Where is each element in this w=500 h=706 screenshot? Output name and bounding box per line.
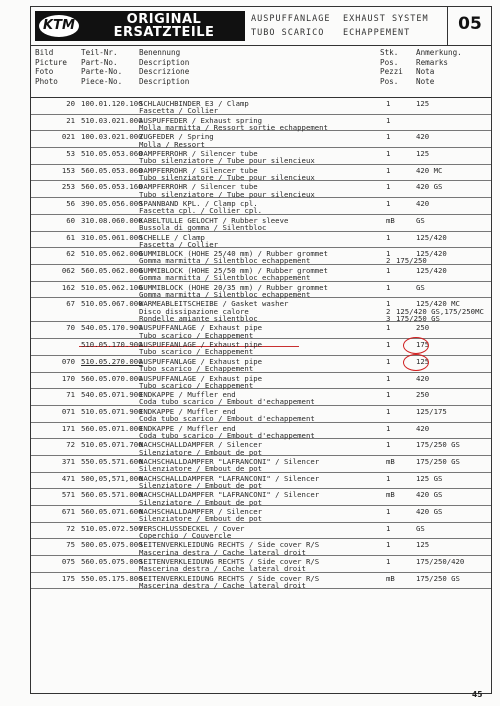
quantity: 1 bbox=[386, 115, 391, 125]
remark: 250 bbox=[416, 390, 430, 400]
table-row bbox=[31, 198, 491, 215]
table-row bbox=[31, 523, 491, 540]
picture-number: 71 bbox=[66, 390, 75, 400]
banner-title-line1: ORIGINAL bbox=[126, 12, 202, 27]
picture-number: 170 bbox=[61, 373, 75, 383]
ktm-logo: KTM bbox=[39, 15, 79, 37]
part-number: 510.03.021.000 bbox=[81, 115, 143, 125]
picture-number: 171 bbox=[61, 423, 75, 433]
picture-number: 253 bbox=[61, 182, 75, 192]
remark: 420 GS bbox=[416, 182, 443, 192]
section-number: 05 bbox=[458, 14, 482, 34]
table-row bbox=[31, 473, 491, 490]
table-row bbox=[31, 131, 491, 148]
description-line: Gomma marmitta / Silentbloc echappement bbox=[139, 256, 311, 266]
description-line: Rondelle amiante silentbloc bbox=[139, 313, 258, 323]
description-line: DAMPFERROHR / Silencer tube bbox=[139, 165, 258, 175]
quantity: 1 bbox=[386, 132, 391, 142]
remark: 175/250 GS bbox=[416, 440, 460, 450]
remark: 125/175 bbox=[416, 406, 447, 416]
description-line: Mascerina destra / Cache lateral droit bbox=[139, 564, 306, 574]
part-number: 390.05.056.000 bbox=[81, 199, 143, 209]
part-number: 560.05.070.000 bbox=[81, 373, 143, 383]
picture-number: 21 bbox=[66, 115, 75, 125]
quantity: mB bbox=[386, 215, 395, 225]
quantity: 1 bbox=[386, 406, 391, 416]
part-number: 510.05.170.900 bbox=[81, 340, 143, 350]
picture-number: 071 bbox=[61, 406, 75, 416]
table-row bbox=[31, 539, 491, 556]
remark: 420 bbox=[416, 199, 430, 209]
picture-number: 72 bbox=[66, 523, 75, 533]
description-line: GUMMIBLOCK (HOHE 25/40 mm) / Rubber grommet bbox=[139, 249, 328, 259]
part-number: 510.05.067.000 bbox=[81, 299, 143, 309]
part-number: 510.05.270.000 bbox=[81, 356, 143, 366]
remark: 420 bbox=[416, 132, 430, 142]
quantity: 1 bbox=[386, 507, 391, 516]
quantity: 1 bbox=[386, 523, 391, 533]
table-row bbox=[31, 389, 491, 406]
part-number: 540.05.170.900 bbox=[81, 323, 143, 333]
table-row bbox=[31, 265, 491, 282]
description-line: Silenziatore / Embout de pot bbox=[139, 480, 263, 490]
handwritten-circle bbox=[403, 337, 429, 354]
remark: 420 GS bbox=[416, 490, 443, 500]
picture-number: 60 bbox=[66, 215, 75, 225]
description-line: Fascetta / Collier bbox=[139, 239, 219, 249]
table-row bbox=[31, 215, 491, 232]
description-line: Gomma marmitta / Silentbloc echappement bbox=[139, 273, 311, 283]
description-line: Tubo scarico / Echappement bbox=[139, 330, 254, 340]
table-row bbox=[31, 423, 491, 440]
table-row bbox=[31, 98, 491, 115]
remark: GS bbox=[416, 523, 425, 533]
quantity: 1 bbox=[386, 165, 391, 175]
part-number: 500,05,571,000 bbox=[81, 473, 143, 483]
part-number: 560.05.571.000 bbox=[81, 490, 143, 500]
description-line: AUSPUFFANLAGE / Exhaust pipe bbox=[139, 373, 263, 383]
quantity: mB bbox=[386, 490, 395, 500]
description-line: NACHSCHALLDAMPFER / Silencer bbox=[139, 507, 263, 516]
quantity: 1 bbox=[386, 540, 391, 550]
table-row bbox=[31, 439, 491, 456]
quantity: mB bbox=[386, 456, 395, 466]
picture-number: 62 bbox=[66, 249, 75, 259]
quantity: 1 bbox=[386, 356, 391, 366]
description-line: SCHLAUCHBINDER E3 / Clamp bbox=[139, 99, 249, 108]
remark: GS bbox=[416, 282, 425, 292]
remark: 125/420 bbox=[416, 265, 447, 275]
picture-number: 53 bbox=[66, 149, 75, 159]
part-number: 560.05.071.600 bbox=[81, 507, 143, 516]
title-italian: TUBO SCARICO bbox=[251, 28, 325, 38]
description-line: AUSPUFFEDER / Exhaust spring bbox=[139, 115, 263, 125]
sheet-header bbox=[31, 7, 491, 46]
description-line: Tubo silenziatore / Tube pour silencieux bbox=[139, 189, 315, 199]
quantity: 1 bbox=[386, 473, 391, 483]
column-heading-part-no: Teil-Nr. Part-No. Parte-No. Piece-No. bbox=[81, 48, 123, 87]
description-line: Tubo scarico / Echappement bbox=[139, 364, 254, 374]
remark: 420 GS bbox=[416, 507, 443, 516]
description-line: Bussola di gomma / Silentbloc bbox=[139, 223, 267, 233]
description-line: Disco dissipazione calore bbox=[139, 306, 249, 316]
table-row bbox=[31, 456, 491, 473]
picture-number: 162 bbox=[61, 282, 75, 292]
part-number: 560.05.053.160 bbox=[81, 182, 143, 192]
remark: 125/420 bbox=[416, 232, 447, 242]
picture-number: 471 bbox=[61, 473, 75, 483]
quantity: 1 bbox=[386, 265, 391, 275]
description-line: ZUGFEDER / Spring bbox=[139, 132, 214, 142]
description-line: Coperchio / Couvercle bbox=[139, 530, 232, 540]
picture-number: 61 bbox=[66, 232, 75, 242]
page-number: 45 bbox=[472, 690, 483, 699]
description-line: Coda tubo scarico / Embout d'echappement bbox=[139, 397, 315, 407]
part-number: 550.05.571.600 bbox=[81, 456, 143, 466]
quantity: 1 bbox=[386, 232, 391, 242]
quantity: 3 bbox=[386, 313, 391, 323]
description-line: Coda tubo scarico / Embout d'echappement bbox=[139, 414, 315, 424]
parts-sheet bbox=[30, 6, 492, 694]
description-line: Silenziatore / Embout de pot bbox=[139, 447, 263, 457]
table-row bbox=[31, 573, 491, 590]
description-line: Molla / Ressort bbox=[139, 139, 205, 149]
picture-number: 075 bbox=[61, 557, 75, 567]
table-row bbox=[31, 181, 491, 198]
part-number: 560.05.053.060 bbox=[81, 165, 143, 175]
part-number: 560.05.062.000 bbox=[81, 265, 143, 275]
part-number: 310.05.061.000 bbox=[81, 232, 143, 242]
picture-number: 371 bbox=[61, 456, 75, 466]
picture-number: 021 bbox=[61, 132, 75, 142]
table-row bbox=[31, 489, 491, 506]
quantity: 1 bbox=[386, 149, 391, 159]
description-line: DAMPFERROHR / Silencer tube bbox=[139, 149, 258, 159]
description-line: Tubo silenziatore / Tube pour silencieux bbox=[139, 156, 315, 166]
table-row bbox=[31, 339, 491, 356]
table-row bbox=[31, 148, 491, 165]
section-box bbox=[447, 7, 492, 45]
quantity: 1 bbox=[386, 440, 391, 450]
table-row bbox=[31, 406, 491, 423]
part-number: 510.05.062.000 bbox=[81, 249, 143, 259]
part-number: 510.05.071.900 bbox=[81, 406, 143, 416]
picture-number: 175 bbox=[61, 573, 75, 583]
remark: 125/420 GS,175/250MC bbox=[396, 306, 484, 316]
picture-number: 20 bbox=[66, 99, 75, 108]
remark: 125 bbox=[416, 356, 430, 366]
description-line: AUSPUFFANLAGE / Exhaust pipe bbox=[139, 356, 263, 366]
table-row bbox=[31, 165, 491, 182]
description-line: Gomma marmitta / Silentbloc echappement bbox=[139, 289, 311, 299]
title-english: EXHAUST SYSTEM bbox=[343, 14, 429, 24]
table-row bbox=[31, 232, 491, 249]
description-line: Silenziatore / Embout de pot bbox=[139, 464, 263, 474]
remark: 175/250 GS bbox=[416, 573, 460, 583]
description-line: ENDKAPPE / Muffler end bbox=[139, 390, 236, 400]
column-heading-description: Benennung Description Descrizione Description bbox=[139, 48, 190, 87]
remark: 250 bbox=[416, 323, 430, 333]
title-german: AUSPUFFANLAGE bbox=[251, 14, 331, 24]
quantity: 2 bbox=[386, 306, 391, 316]
column-headings bbox=[31, 45, 491, 98]
description-line: AUSPUFFANLAGE / Exhaust pipe bbox=[139, 340, 263, 350]
table-row bbox=[31, 356, 491, 373]
description-line: SCHELLE / Clamp bbox=[139, 232, 205, 242]
picture-number: 67 bbox=[66, 299, 75, 309]
part-number: 510.05.053.060 bbox=[81, 149, 143, 159]
description-line: ENDKAPPE / Muffler end bbox=[139, 406, 236, 416]
description-line: KABELTULLE GELOCHT / Rubber sleeve bbox=[139, 215, 289, 225]
part-number: 510.05.072.500 bbox=[81, 523, 143, 533]
table-row bbox=[31, 506, 491, 523]
picture-number: 671 bbox=[61, 507, 75, 516]
description-line: NACHSCHALLDAMPFER "LAFRANCONI" / Silencer bbox=[139, 456, 320, 466]
description-line: Mascerina destra / Cache lateral droit bbox=[139, 581, 306, 591]
description-line: NACHSCHALLDAMPFER "LAFRANCONI" / Silencer bbox=[139, 473, 320, 483]
remark: 420 bbox=[416, 373, 430, 383]
remark: 175/250 bbox=[396, 256, 427, 266]
description-line: Silenziatore / Embout de pot bbox=[139, 514, 263, 524]
part-number: 310.08.060.000 bbox=[81, 215, 143, 225]
picture-number: 70 bbox=[66, 323, 75, 333]
quantity: 1 bbox=[386, 249, 391, 259]
remark: 175 bbox=[416, 340, 430, 350]
remark: 175/250 GS bbox=[416, 456, 460, 466]
quantity: 1 bbox=[386, 282, 391, 292]
quantity: 1 bbox=[386, 299, 391, 309]
quantity: mB bbox=[386, 573, 395, 583]
remark: GS bbox=[416, 215, 425, 225]
description-line: SPANNBAND KPL. / Clamp cpl. bbox=[139, 199, 258, 209]
part-number: 510.05.062.100 bbox=[81, 282, 143, 292]
description-line: NACHSCHALLDAMPFER "LAFRANCONI" / Silencer bbox=[139, 490, 320, 500]
handwritten-circle bbox=[403, 354, 429, 371]
picture-number: 75 bbox=[66, 540, 75, 550]
description-line: AUSPUFFANLAGE / Exhaust pipe bbox=[139, 323, 263, 333]
table-row bbox=[31, 282, 491, 299]
part-number: 550.05.175.800 bbox=[81, 573, 143, 583]
quantity: 1 bbox=[386, 182, 391, 192]
picture-number: 070 bbox=[61, 356, 75, 366]
picture-number: 062 bbox=[61, 265, 75, 275]
picture-number: 153 bbox=[61, 165, 75, 175]
description-line: SEITENVERKLEIDUNG RECHTS / Side cover R/S bbox=[139, 573, 320, 583]
part-number: 560.05.075.000 bbox=[81, 557, 143, 567]
remark: 125 bbox=[416, 149, 430, 159]
remark: 125 GS bbox=[416, 473, 443, 483]
parts-table bbox=[31, 98, 491, 589]
description-line: DAMPFERROHR / Silencer tube bbox=[139, 182, 258, 192]
description-line: Silenziatore / Embout de pot bbox=[139, 497, 263, 507]
part-number: 500.05.075.000 bbox=[81, 540, 143, 550]
description-line: ENDKAPPE / Muffler end bbox=[139, 423, 236, 433]
table-row bbox=[31, 556, 491, 573]
remark: 125 bbox=[416, 99, 430, 108]
quantity: 1 bbox=[386, 340, 391, 350]
description-line: Tubo silenziatore / Tube pour silencieux bbox=[139, 173, 315, 183]
part-number: 560.05.071.000 bbox=[81, 423, 143, 433]
description-line: GUMMIBLOCK (HOHE 25/50 mm) / Rubber grommet bbox=[139, 265, 328, 275]
remark: 125/420 bbox=[416, 249, 447, 259]
quantity: 1 bbox=[386, 373, 391, 383]
description-line: Molla marmitta / Ressort sortie echappement bbox=[139, 122, 328, 132]
quantity: 1 bbox=[386, 323, 391, 333]
quantity: 2 bbox=[386, 256, 391, 266]
description-line: Fascetta / Collier bbox=[139, 106, 219, 116]
part-number: 510.05.071.700 bbox=[81, 440, 143, 450]
column-heading-remarks: Anmerkung. Remarks Nota Note bbox=[416, 48, 462, 87]
remark: 125/420 MC bbox=[416, 299, 460, 309]
description-line: GUMMIBLOCK (HOHE 20/35 mm) / Rubber grommet bbox=[139, 282, 328, 292]
description-line: SEITENVERKLEIDUNG RECHTS / Side cover R/S bbox=[139, 557, 320, 567]
table-row bbox=[31, 322, 491, 339]
remark: 420 MC bbox=[416, 165, 443, 175]
table-row bbox=[31, 248, 491, 265]
column-heading-picture: Bild Picture Foto Photo bbox=[35, 48, 68, 87]
picture-number: 56 bbox=[66, 199, 75, 209]
quantity: 1 bbox=[386, 557, 391, 567]
title-french: ECHAPPEMENT bbox=[343, 28, 411, 38]
remark: 420 bbox=[416, 423, 430, 433]
brand-banner bbox=[35, 11, 245, 41]
quantity: 1 bbox=[386, 390, 391, 400]
description-line: Tubo scarico / Echappement bbox=[139, 380, 254, 390]
description-line: SEITENVERKLEIDUNG RECHTS / Side cover R/S bbox=[139, 540, 320, 550]
remark: 125 bbox=[416, 540, 430, 550]
table-row bbox=[31, 298, 491, 322]
description-line: Coda tubo scarico / Embout d'echappement bbox=[139, 430, 315, 440]
banner-title-line2: ERSATZTEILE bbox=[113, 25, 215, 40]
quantity: 1 bbox=[386, 99, 391, 108]
picture-number: 571 bbox=[61, 490, 75, 500]
part-number: 100.01.120.100 bbox=[81, 99, 143, 108]
quantity: 1 bbox=[386, 199, 391, 209]
part-number: 540.05.071.900 bbox=[81, 390, 143, 400]
description-line: NACHSCHALLDAMPFER / Silencer bbox=[139, 440, 263, 450]
part-number: 100.03.021.000 bbox=[81, 132, 143, 142]
column-heading-quantity: Stk. Pos. Pezzi Pos. bbox=[380, 48, 403, 87]
description-line: Fascetta cpl. / Collier cpl. bbox=[139, 206, 263, 216]
quantity: 1 bbox=[386, 423, 391, 433]
remark: 175/250/420 bbox=[416, 557, 465, 567]
description-line: VERSCHLUSSDECKEL / Cover bbox=[139, 523, 245, 533]
description-line: Tubo scarico / Echappement bbox=[139, 347, 254, 357]
table-row bbox=[31, 373, 491, 390]
picture-number: 72 bbox=[66, 440, 75, 450]
description-line: WARMEABLEITSCHEIBE / Gasket washer bbox=[139, 299, 289, 309]
description-line: Mascerina destra / Cache lateral droit bbox=[139, 547, 306, 557]
remark: 175/250 GS bbox=[396, 313, 440, 323]
table-row bbox=[31, 115, 491, 132]
